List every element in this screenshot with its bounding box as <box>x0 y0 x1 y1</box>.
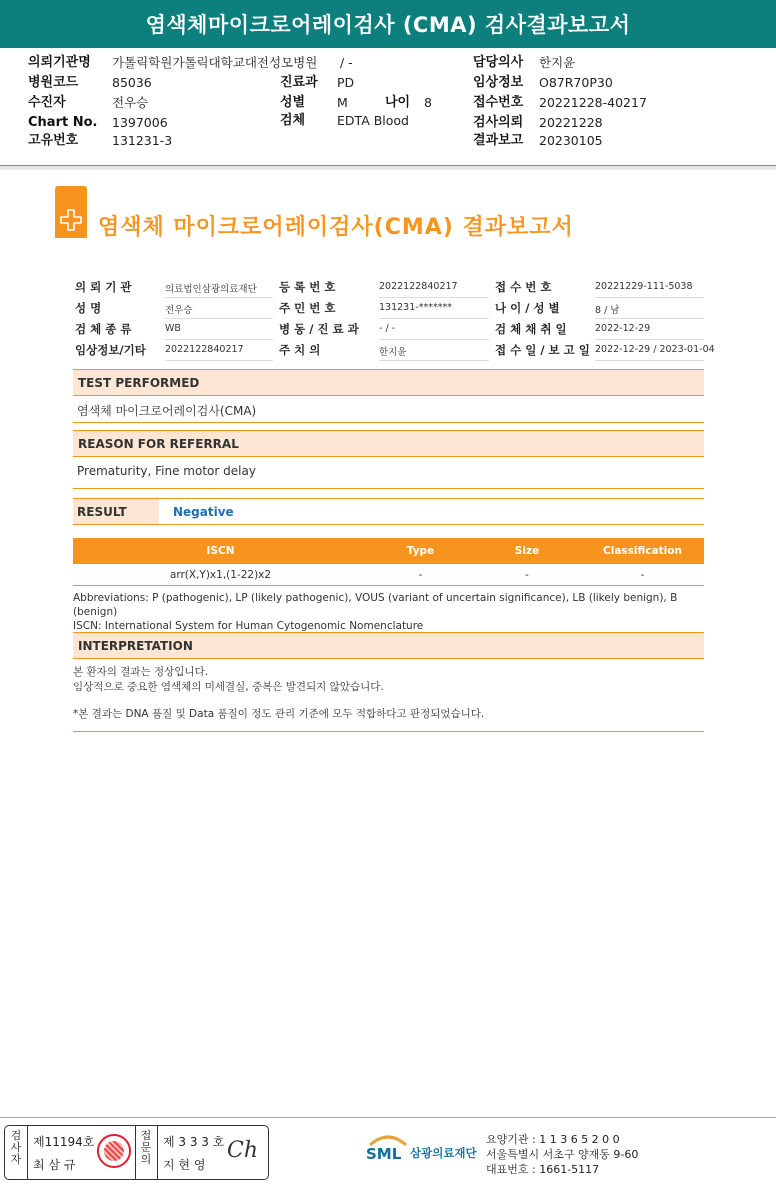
header-label: 진료과 <box>280 75 318 90</box>
tester-seal <box>97 1134 131 1168</box>
spacer <box>73 695 704 707</box>
box-divider <box>27 1126 28 1179</box>
info-value: 2022-12-29 <box>595 323 704 340</box>
result-heading: RESULT <box>73 498 159 525</box>
info-label: 임상정보/기타 <box>75 343 146 357</box>
header-value: 한지윤 <box>539 55 576 70</box>
header-divider <box>0 166 776 170</box>
cell-type: - <box>418 568 423 581</box>
header-label: 검사의뢰 <box>473 115 524 130</box>
info-row <box>73 317 704 338</box>
section-rule <box>73 488 704 489</box>
header-value: O87R70P30 <box>539 75 613 90</box>
abbreviation-line: ISCN: International System for Human Cytogenomic Nomenclature <box>73 620 424 632</box>
tester-license-no: 제11194호 <box>33 1135 95 1149</box>
info-label: 검 체 종 류 <box>75 322 132 336</box>
tester-tag-text: 검사자 <box>10 1129 22 1166</box>
col-header-iscn: ISCN <box>206 545 235 557</box>
cell-classification: - <box>640 568 645 581</box>
logo-mark: SML <box>366 1145 402 1163</box>
reason-text: Prematurity, Fine motor delay <box>77 464 256 478</box>
info-row <box>73 296 704 317</box>
header-label: Chart No. <box>28 115 98 130</box>
signature-box <box>4 1125 269 1180</box>
interpretation-line: 본 환자의 결과는 정상입니다. <box>73 666 209 678</box>
header-label: 결과보고 <box>473 133 524 148</box>
info-value: 20221229-111-5038 <box>595 281 704 298</box>
info-label: 나 이 / 성 별 <box>495 301 560 315</box>
interpretation-heading: INTERPRETATION <box>73 632 704 659</box>
info-value: 131231-******* <box>379 302 489 319</box>
info-table <box>73 275 715 359</box>
header-label: 담당의사 <box>473 55 524 70</box>
info-label: 병 동 / 진 료 과 <box>279 322 359 336</box>
box-divider <box>135 1126 136 1179</box>
header-value: PD <box>337 75 355 90</box>
address-line: 요양기관 : 1 1 3 6 5 2 0 0 <box>486 1133 620 1146</box>
header-value: 8 <box>424 95 432 110</box>
info-value: - / - <box>379 323 489 340</box>
receiver-tag <box>138 1130 154 1166</box>
section-rule <box>73 422 704 423</box>
header-label: 수진자 <box>28 95 66 110</box>
info-value: 한지윤 <box>379 344 489 361</box>
cell-iscn: arr(X,Y)x1,(1-22)x2 <box>169 568 272 581</box>
info-label: 검 체 채 취 일 <box>495 322 567 336</box>
info-value: 전우승 <box>165 302 273 319</box>
col-header-classification: Classification <box>603 545 682 557</box>
lab-address <box>486 1132 638 1177</box>
header-value: M <box>337 95 348 110</box>
info-row <box>73 338 715 359</box>
patient-header <box>0 48 776 166</box>
info-value: 2022122840217 <box>165 344 273 361</box>
table-row <box>73 564 704 586</box>
header-label: 접수번호 <box>473 95 524 110</box>
address-line: 서울특별시 서초구 양재동 9-60 <box>486 1148 639 1161</box>
interpretation-text <box>73 665 704 722</box>
interpretation-line: *본 결과는 DNA 품질 및 Data 품질이 정도 관리 기준에 모두 적합하다고 판정되었습니다. <box>73 708 485 720</box>
info-value: 2022-12-29 / 2023-01-04 <box>595 344 704 361</box>
box-divider <box>157 1126 158 1179</box>
info-value: 8 / 남 <box>595 302 704 319</box>
info-label: 등 록 번 호 <box>279 280 336 294</box>
info-row <box>73 275 704 296</box>
info-value: 2022122840217 <box>379 281 489 298</box>
result-table-header <box>73 538 704 564</box>
col-header-type: Type <box>406 545 435 557</box>
header-label: 임상정보 <box>473 75 524 90</box>
logo-name: 삼광의료재단 <box>410 1146 477 1160</box>
header-value: 1397006 <box>112 115 168 130</box>
header-value: 가톨릭학원가톨릭대학교대전성모병원 <box>112 55 318 70</box>
test-performed-text: 염색체 마이크로어레이검사(CMA) <box>77 404 257 418</box>
section-rule <box>73 731 704 732</box>
receiver-license-no: 제 3 3 3 호 <box>163 1135 225 1149</box>
info-label: 접 수 번 호 <box>495 280 552 294</box>
interpretation-line: 임상적으로 중요한 염색체의 미세결실, 중복은 발견되지 않았습니다. <box>73 681 384 693</box>
tester-name: 최 삼 규 <box>33 1158 76 1172</box>
receiver-signature: Ch <box>227 1138 259 1163</box>
header-label: 의뢰기관명 <box>28 55 91 70</box>
header-value: 20230105 <box>539 133 603 148</box>
info-label: 성 명 <box>75 301 102 315</box>
report-title: 염색체 마이크로어레이검사(CMA) 결과보고서 <box>98 215 574 240</box>
info-label: 주 치 의 <box>279 343 321 357</box>
header-label: 검체 <box>280 113 306 128</box>
plus-cross-icon <box>59 208 83 232</box>
info-label: 주 민 번 호 <box>279 301 336 315</box>
header-value: 20221228 <box>539 115 603 130</box>
header-value: 전우승 <box>112 95 149 110</box>
address-line: 대표번호 : 1661-5117 <box>486 1163 600 1176</box>
reason-heading: REASON FOR REFERRAL <box>73 430 704 457</box>
col-header-size: Size <box>514 545 540 557</box>
header-label: 고유번호 <box>28 133 79 148</box>
report-title-tab <box>55 186 87 238</box>
abbreviations <box>73 591 713 633</box>
header-value: EDTA Blood <box>337 113 409 128</box>
header-label: 나이 <box>385 95 411 110</box>
header-label: 성별 <box>280 95 306 110</box>
tester-tag <box>8 1130 24 1166</box>
report-banner: 염색체마이크로어레이검사 (CMA) 검사결과보고서 <box>0 0 776 48</box>
header-ward: / - <box>340 55 353 70</box>
header-value: 20221228-40217 <box>539 95 647 110</box>
receiver-tag-text: 접문의 <box>140 1129 152 1166</box>
header-value: 85036 <box>112 75 152 90</box>
receiver-name: 지 현 영 <box>163 1158 206 1172</box>
info-value: WB <box>165 323 273 340</box>
cell-size: - <box>525 568 529 581</box>
info-label: 의 뢰 기 관 <box>75 280 132 294</box>
info-value: 의료법인삼광의료재단 <box>165 281 273 298</box>
header-label: 병원코드 <box>28 75 79 90</box>
abbreviation-line: Abbreviations: P (pathogenic), LP (likely pathogenic), VOUS (variant of uncertain significance), LB (likely benign), B (benign) <box>73 592 678 618</box>
footer-divider <box>0 1117 776 1118</box>
info-label: 접 수 일 / 보 고 일 <box>495 343 590 357</box>
test-performed-heading: TEST PERFORMED <box>73 369 704 396</box>
header-value: 131231-3 <box>112 133 173 148</box>
result-value: Negative <box>159 498 704 525</box>
